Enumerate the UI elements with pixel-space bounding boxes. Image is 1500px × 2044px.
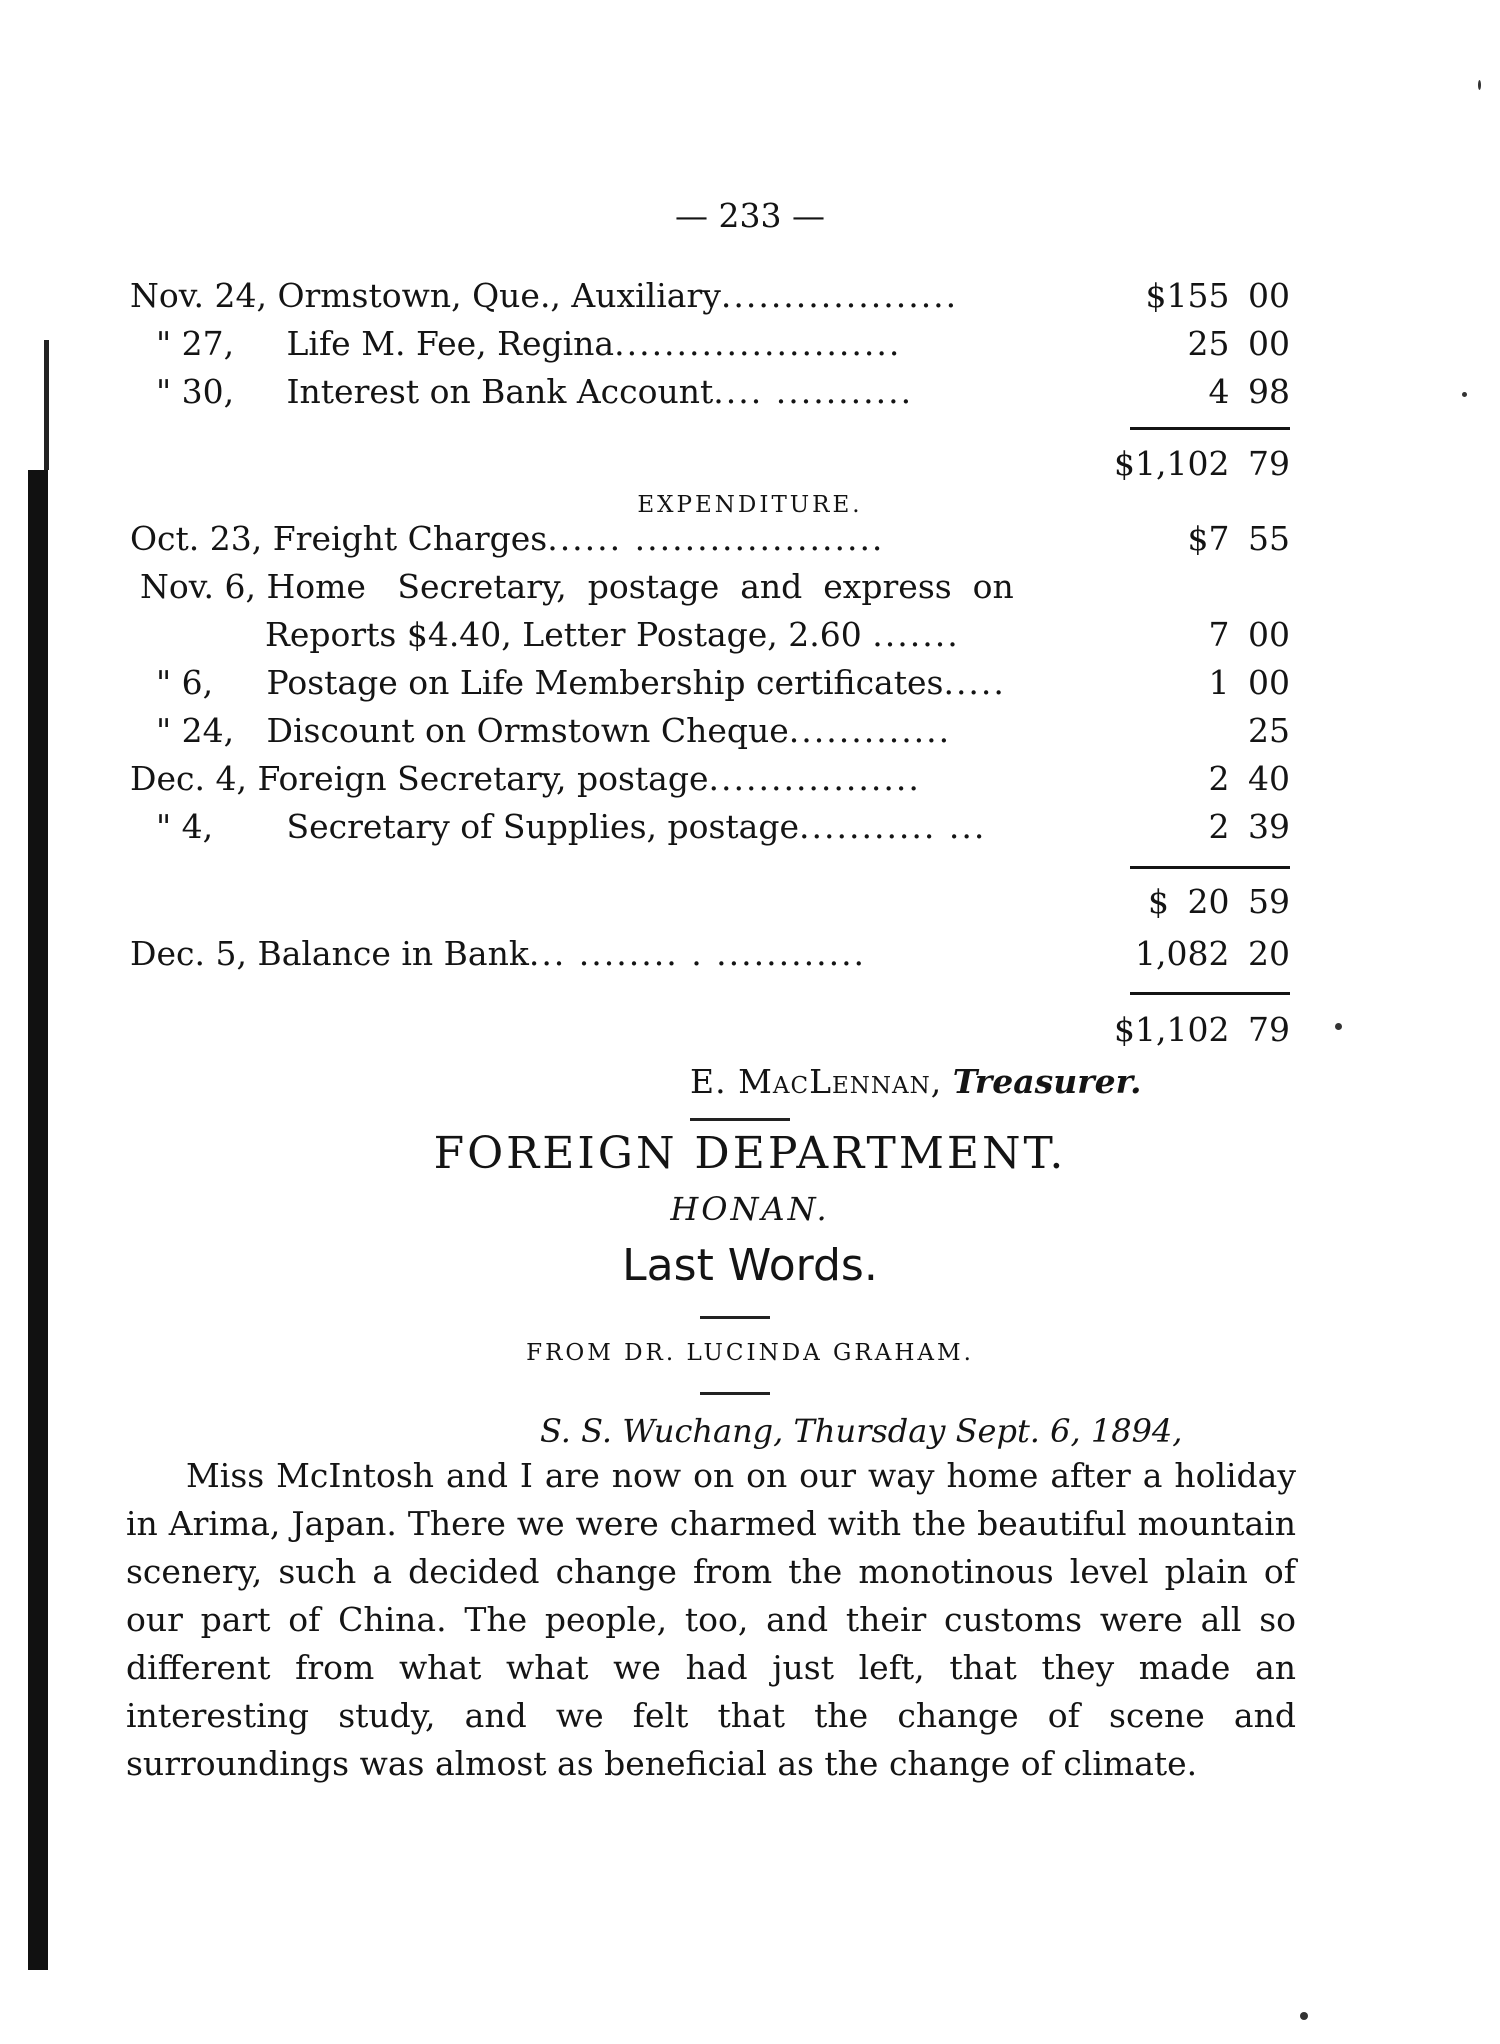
letter-dateline: S. S. Wuchang, Thursday Sept. 6, 1894,	[540, 1412, 1183, 1450]
body-paragraph: Miss McIntosh and I are now on on our way home after a holiday in Arima, Japan. There we were charmed with the beautiful mountain scenery, such a decided change from the monotinous level plain of our part of China. The people, too, and their customs were all so different from what what we had just left, that they made an interesting study, and we felt that the change of scene and surroundings was almost as beneficial as the change of climate.	[126, 1456, 1296, 1783]
article-byline: FROM DR. LUCINDA GRAHAM.	[526, 1340, 974, 1366]
row-amount: 1,082 20	[1135, 934, 1290, 973]
ledger-row	[130, 930, 1290, 978]
total-amount: $1,102 79	[1114, 1010, 1290, 1049]
row-description: Discount on Ormstown Cheque	[266, 711, 789, 750]
row-amount: $7 55	[1187, 519, 1290, 558]
department-title: FOREIGN DEPARTMENT.	[433, 1128, 1067, 1179]
ledger-row	[130, 272, 1290, 320]
row-description: Freight Charges	[272, 519, 548, 558]
scan-speck	[1335, 1023, 1342, 1030]
row-amount: $155 00	[1145, 276, 1290, 315]
row-description: Home Secretary, postage and express on	[266, 567, 1014, 606]
row-date: " 6,	[156, 663, 214, 702]
leader-dots: ...................	[720, 276, 959, 315]
row-amount: 2 39	[1208, 807, 1290, 846]
ledger-row	[130, 755, 1290, 803]
row-description: Secretary of Supplies, postage	[286, 807, 800, 846]
scan-speck	[1462, 392, 1467, 397]
department-subtitle: HONAN.	[670, 1190, 830, 1228]
row-amount: 4 98	[1208, 372, 1290, 411]
row-description: Reports $4.40, Letter Postage, 2.60	[265, 615, 862, 654]
row-date: " 24,	[156, 711, 235, 750]
row-date: Dec. 4,	[130, 759, 247, 798]
ledger-row	[130, 659, 1290, 707]
section-divider	[700, 1392, 770, 1395]
row-date: Oct. 23,	[130, 519, 263, 558]
ledger-row	[130, 368, 1290, 416]
treasurer-signature	[690, 1062, 1141, 1101]
section-divider	[690, 1118, 790, 1121]
row-amount: 2 40	[1208, 759, 1290, 798]
ledger-row	[130, 563, 1290, 611]
ledger-row	[130, 611, 1290, 659]
binding-edge-upper	[44, 340, 49, 470]
section-divider	[700, 1316, 770, 1319]
row-date: Nov. 24,	[130, 276, 267, 315]
leader-dots: .... ...........	[713, 372, 914, 411]
letter-body	[126, 1452, 1296, 1788]
ledger-row	[130, 320, 1290, 368]
ledger-row	[130, 803, 1290, 851]
leader-dots: ... ........ . ............	[528, 934, 867, 973]
total-rule	[1130, 992, 1290, 995]
leader-dots: .............	[788, 711, 952, 750]
ledger-row	[130, 707, 1290, 755]
row-description: Ormstown, Que., Auxiliary	[277, 276, 721, 315]
treasurer-role: Treasurer.	[952, 1062, 1142, 1101]
grand-total	[130, 1006, 1290, 1054]
row-amount: 25	[1248, 711, 1290, 750]
leader-dots: .......	[872, 615, 960, 654]
row-date: Nov. 6,	[140, 567, 256, 606]
row-description: Balance in Bank	[257, 934, 529, 973]
leader-dots: ...... ....................	[547, 519, 885, 558]
scan-speck	[1478, 80, 1481, 90]
treasurer-name: E. MacLennan,	[690, 1062, 943, 1101]
row-date: " 30,	[156, 372, 235, 411]
subtotal-rule	[1130, 427, 1290, 430]
leader-dots: .....	[943, 663, 1006, 702]
ledger-row	[130, 515, 1290, 563]
row-date: " 4,	[156, 807, 214, 846]
expenditure-heading: EXPENDITURE.	[637, 492, 863, 518]
article-title: Last Words.	[622, 1240, 878, 1291]
scan-speck	[1300, 2012, 1308, 2020]
row-description: Postage on Life Membership certificates	[266, 663, 944, 702]
row-date: " 27,	[156, 324, 235, 363]
row-amount: 1 00	[1208, 663, 1290, 702]
leader-dots: .......................	[614, 324, 902, 363]
page-number: — 233 —	[675, 196, 825, 235]
row-description: Foreign Secretary, postage	[257, 759, 709, 798]
row-description: Life M. Fee, Regina	[286, 324, 615, 363]
income-total	[130, 440, 1290, 488]
leader-dots: ........... ...	[799, 807, 987, 846]
total-amount: $1,102 79	[1114, 444, 1290, 483]
total-amount: $ 20 59	[1148, 882, 1290, 921]
expenditure-total	[130, 878, 1290, 926]
row-description: Interest on Bank Account	[286, 372, 714, 411]
leader-dots: .................	[708, 759, 921, 798]
row-amount: 7 00	[1208, 615, 1290, 654]
row-amount: 25 00	[1187, 324, 1290, 363]
subtotal-rule	[1130, 866, 1290, 869]
row-date: Dec. 5,	[130, 934, 247, 973]
